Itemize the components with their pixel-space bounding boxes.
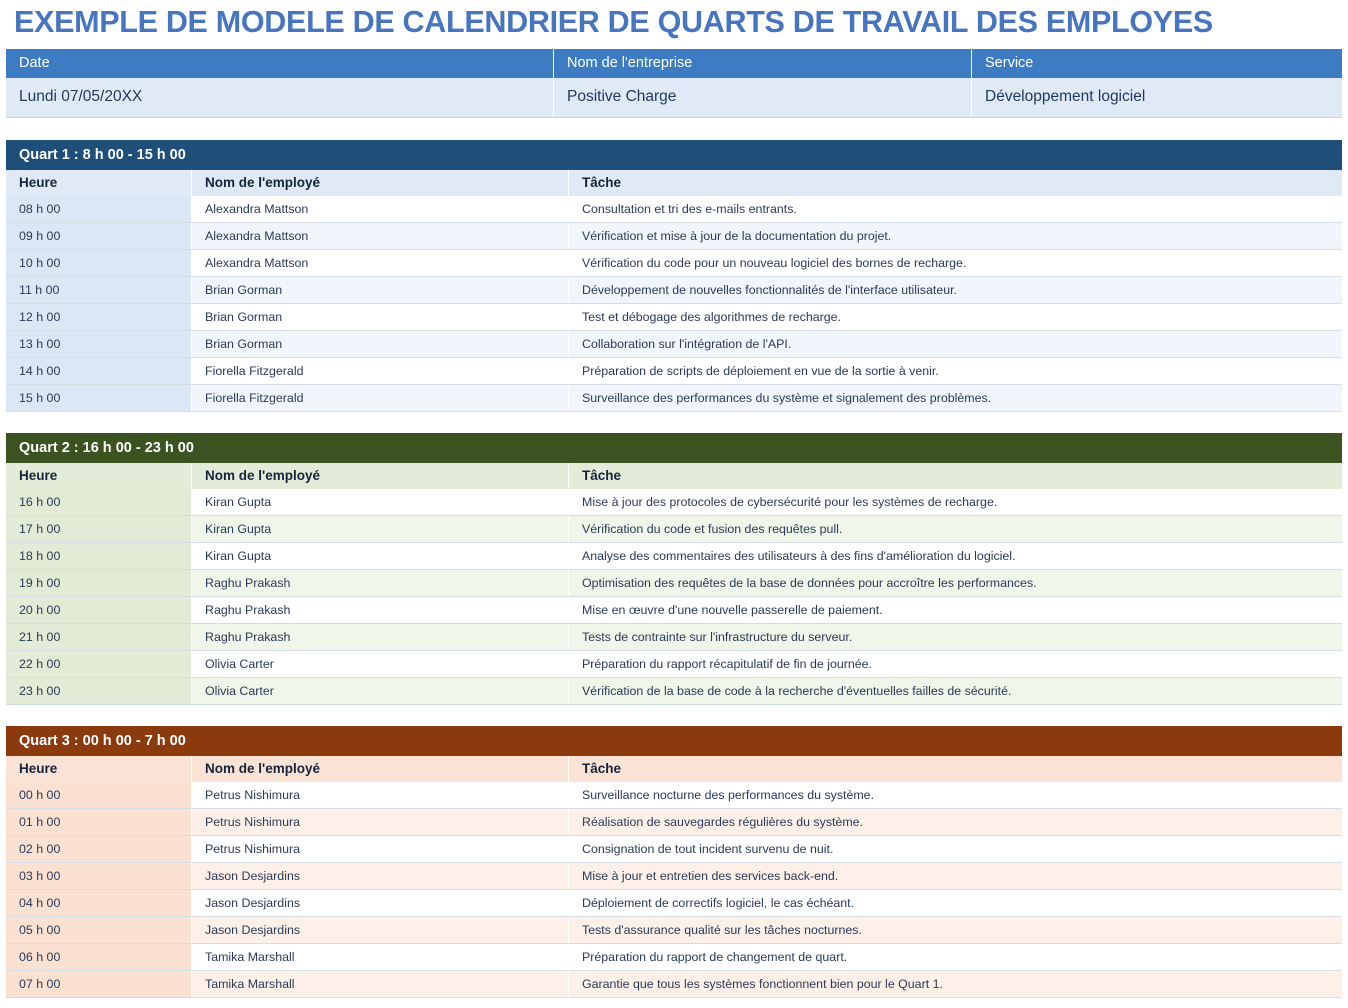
cell-hour: 23 h 00: [6, 677, 192, 704]
cell-name: Fiorella Fitzgerald: [192, 357, 569, 384]
page-title: EXEMPLE DE MODELE DE CALENDRIER DE QUARTS DE TRAVAIL DES EMPLOYES: [14, 5, 1213, 39]
column-header-name: Nom de l'employé: [192, 170, 569, 196]
table-row: [6, 916, 1342, 943]
column-header-hour: Heure: [6, 170, 192, 196]
table-row: [6, 542, 1342, 569]
cell-name: Jason Desjardins: [192, 916, 569, 943]
shift-banner-2: Quart 2 : 16 h 00 - 23 h 00: [6, 433, 1342, 463]
cell-name: Tamika Marshall: [192, 970, 569, 997]
shift-table-1: [6, 170, 1342, 412]
cell-name: Raghu Prakash: [192, 596, 569, 623]
column-header-name: Nom de l'employé: [192, 756, 569, 782]
cell-task: Optimisation des requêtes de la base de données pour accroître les performances.: [569, 569, 1343, 596]
company-info-table: [6, 49, 1342, 118]
cell-hour: 18 h 00: [6, 542, 192, 569]
cell-name: Petrus Nishimura: [192, 835, 569, 862]
cell-name: Brian Gorman: [192, 276, 569, 303]
cell-name: Kiran Gupta: [192, 515, 569, 542]
cell-task: Tests de contrainte sur l'infrastructure du serveur.: [569, 623, 1343, 650]
info-header-date: Date: [6, 49, 554, 78]
cell-task: Vérification de la base de code à la recherche d'éventuelles failles de sécurité.: [569, 677, 1343, 704]
cell-hour: 08 h 00: [6, 196, 192, 223]
info-value-service: Développement logiciel: [972, 78, 1343, 118]
cell-name: Alexandra Mattson: [192, 196, 569, 223]
shift-sections: [6, 140, 1342, 998]
cell-task: Développement de nouvelles fonctionnalités de l'interface utilisateur.: [569, 276, 1343, 303]
table-row: [6, 384, 1342, 411]
cell-hour: 09 h 00: [6, 222, 192, 249]
cell-hour: 17 h 00: [6, 515, 192, 542]
cell-name: Raghu Prakash: [192, 569, 569, 596]
shift-banner-1: Quart 1 : 8 h 00 - 15 h 00: [6, 140, 1342, 170]
cell-hour: 06 h 00: [6, 943, 192, 970]
table-row: [6, 569, 1342, 596]
cell-name: Olivia Carter: [192, 677, 569, 704]
cell-task: Tests d'assurance qualité sur les tâches nocturnes.: [569, 916, 1343, 943]
shift-header-row: [6, 463, 1342, 489]
cell-name: Alexandra Mattson: [192, 249, 569, 276]
table-row: [6, 515, 1342, 542]
table-row: [6, 196, 1342, 223]
info-header-company: Nom de l'entreprise: [554, 49, 972, 78]
cell-task: Vérification et mise à jour de la documentation du projet.: [569, 222, 1343, 249]
table-row: [6, 889, 1342, 916]
cell-task: Mise en œuvre d'une nouvelle passerelle de paiement.: [569, 596, 1343, 623]
shift-table-2: [6, 463, 1342, 705]
column-header-task: Tâche: [569, 170, 1343, 196]
cell-name: Kiran Gupta: [192, 542, 569, 569]
cell-task: Consultation et tri des e-mails entrants.: [569, 196, 1343, 223]
cell-task: Vérification du code et fusion des requêtes pull.: [569, 515, 1343, 542]
cell-hour: 12 h 00: [6, 303, 192, 330]
cell-hour: 22 h 00: [6, 650, 192, 677]
table-row: [6, 249, 1342, 276]
info-value-company: Positive Charge: [554, 78, 972, 118]
cell-hour: 02 h 00: [6, 835, 192, 862]
shift-banner-3: Quart 3 : 00 h 00 - 7 h 00: [6, 726, 1342, 756]
cell-hour: 11 h 00: [6, 276, 192, 303]
column-header-hour: Heure: [6, 756, 192, 782]
cell-hour: 03 h 00: [6, 862, 192, 889]
shift-header-row: [6, 756, 1342, 782]
info-value-row: [6, 78, 1342, 118]
shift-header-row: [6, 170, 1342, 196]
cell-name: Fiorella Fitzgerald: [192, 384, 569, 411]
cell-task: Préparation du rapport de changement de quart.: [569, 943, 1343, 970]
table-row: [6, 222, 1342, 249]
shift-section-3: [6, 726, 1342, 998]
cell-task: Surveillance des performances du système et signalement des problèmes.: [569, 384, 1343, 411]
cell-hour: 20 h 00: [6, 596, 192, 623]
cell-task: Déploiement de correctifs logiciel, le cas échéant.: [569, 889, 1343, 916]
cell-name: Kiran Gupta: [192, 489, 569, 516]
shift-table-3: [6, 756, 1342, 998]
column-header-task: Tâche: [569, 463, 1343, 489]
table-row: [6, 623, 1342, 650]
info-header-row: [6, 49, 1342, 78]
cell-hour: 05 h 00: [6, 916, 192, 943]
cell-hour: 00 h 00: [6, 782, 192, 809]
info-header-service: Service: [972, 49, 1343, 78]
table-row: [6, 677, 1342, 704]
cell-hour: 13 h 00: [6, 330, 192, 357]
cell-hour: 07 h 00: [6, 970, 192, 997]
cell-hour: 10 h 00: [6, 249, 192, 276]
info-value-date: Lundi 07/05/20XX: [6, 78, 554, 118]
table-row: [6, 835, 1342, 862]
cell-name: Olivia Carter: [192, 650, 569, 677]
table-row: [6, 303, 1342, 330]
cell-name: Alexandra Mattson: [192, 222, 569, 249]
shift-section-2: [6, 433, 1342, 705]
table-row: [6, 596, 1342, 623]
shift-section-1: [6, 140, 1342, 412]
column-header-task: Tâche: [569, 756, 1343, 782]
cell-name: Petrus Nishimura: [192, 808, 569, 835]
cell-name: Jason Desjardins: [192, 862, 569, 889]
cell-name: Raghu Prakash: [192, 623, 569, 650]
cell-task: Test et débogage des algorithmes de recharge.: [569, 303, 1343, 330]
table-row: [6, 650, 1342, 677]
table-row: [6, 357, 1342, 384]
cell-hour: 15 h 00: [6, 384, 192, 411]
cell-hour: 19 h 00: [6, 569, 192, 596]
column-header-name: Nom de l'employé: [192, 463, 569, 489]
cell-task: Analyse des commentaires des utilisateurs à des fins d'amélioration du logiciel.: [569, 542, 1343, 569]
cell-task: Mise à jour des protocoles de cybersécurité pour les systèmes de recharge.: [569, 489, 1343, 516]
table-row: [6, 862, 1342, 889]
table-row: [6, 489, 1342, 516]
cell-hour: 01 h 00: [6, 808, 192, 835]
table-row: [6, 970, 1342, 997]
table-row: [6, 943, 1342, 970]
cell-task: Préparation de scripts de déploiement en vue de la sortie à venir.: [569, 357, 1343, 384]
table-row: [6, 276, 1342, 303]
cell-task: Collaboration sur l'intégration de l'API.: [569, 330, 1343, 357]
table-row: [6, 330, 1342, 357]
cell-task: Réalisation de sauvegardes régulières du système.: [569, 808, 1343, 835]
cell-task: Surveillance nocturne des performances du système.: [569, 782, 1343, 809]
table-row: [6, 782, 1342, 809]
cell-hour: 21 h 00: [6, 623, 192, 650]
cell-hour: 16 h 00: [6, 489, 192, 516]
cell-name: Brian Gorman: [192, 303, 569, 330]
table-row: [6, 808, 1342, 835]
cell-hour: 04 h 00: [6, 889, 192, 916]
cell-name: Petrus Nishimura: [192, 782, 569, 809]
cell-name: Jason Desjardins: [192, 889, 569, 916]
cell-name: Tamika Marshall: [192, 943, 569, 970]
cell-task: Consignation de tout incident survenu de nuit.: [569, 835, 1343, 862]
cell-task: Garantie que tous les systèmes fonctionnent bien pour le Quart 1.: [569, 970, 1343, 997]
cell-task: Vérification du code pour un nouveau logiciel des bornes de recharge.: [569, 249, 1343, 276]
cell-hour: 14 h 00: [6, 357, 192, 384]
cell-name: Brian Gorman: [192, 330, 569, 357]
cell-task: Préparation du rapport récapitulatif de fin de journée.: [569, 650, 1343, 677]
cell-task: Mise à jour et entretien des services back-end.: [569, 862, 1343, 889]
column-header-hour: Heure: [6, 463, 192, 489]
